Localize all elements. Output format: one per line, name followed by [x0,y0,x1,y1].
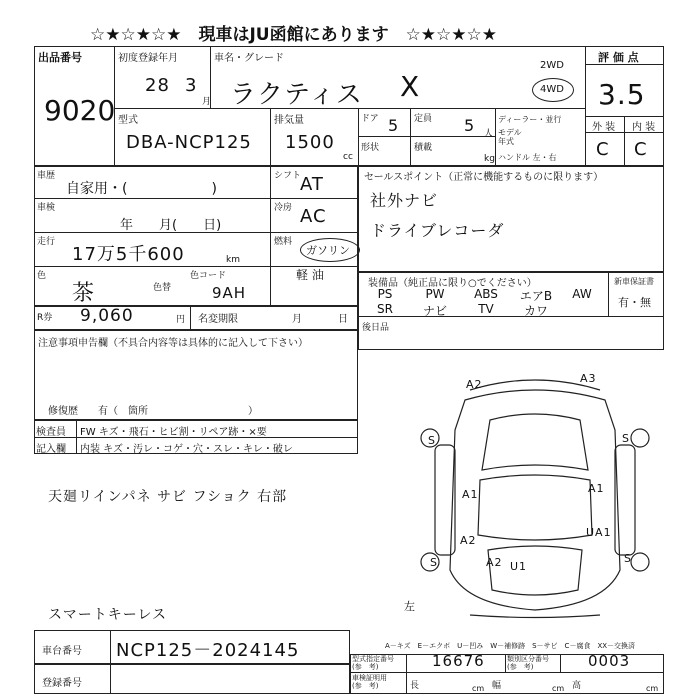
name-change-month: 月 [292,314,302,325]
inspector-row-2: 内装 キズ・汚レ・コゲ・穴・スレ・キレ・破レ [80,444,293,455]
equipment-item: TV [478,302,494,316]
fuel-label: 燃料 [274,237,293,247]
registration-month: 3 [185,75,198,96]
diagram-mark: A1 [462,488,479,501]
cert-width: 幅 [492,681,502,691]
car-label: 車名・グレード [214,53,284,64]
chassis-value: NCP125－2024145 [116,640,300,661]
rating-score: 3.5 [598,78,646,111]
car-grade: X [400,70,421,103]
damage-legend: A－キズ E－エクボ U－凹み W－補修跡 S－サビ C－腐食 XX－交換済 [385,642,636,650]
hand-note-2: スマートキーレス [48,607,168,623]
load-label: 積載 [414,143,433,153]
car-name: ラクティス [230,80,363,110]
diagram-mark: A2 [486,556,503,569]
shift-label: シフト [274,171,302,181]
sales-point-label: セールスポイント（正常に機能するものに限ります） [364,172,604,183]
displacement-value: 1500 [285,132,335,153]
cert-width-unit: cm [552,684,565,693]
color-code: 9AH [212,284,247,302]
ac-value: AC [300,206,327,227]
capacity-value: 5 [464,116,476,135]
category-value: 0003 [588,652,631,670]
mileage-value: 17万5千600 [72,244,185,265]
banner: ☆★☆★☆★ 現車はJU函館にあります ☆★☆★☆★ [90,25,498,45]
diagram-mark: U1 [510,560,528,573]
category-label: 類別区分番号 (参 考) [507,655,549,671]
ac-label: 冷房 [274,203,293,213]
equipment-item: PW [425,287,445,301]
plate-label: 登録番号 [42,678,82,689]
repair-history: 修復歴 有（ 箇所 ） [48,406,258,417]
history-label: 車歴 [37,171,56,181]
color-label: 色 [37,271,47,281]
sales-point-line-1: 社外ナビ [370,191,439,210]
cert-length: 長 [410,681,420,691]
load-unit: kg [484,154,495,164]
model-year-label: モデル 年式 [498,128,522,146]
diagram-mark: S [428,434,436,447]
color-swap-label: 色替 [153,283,172,293]
model-value: DBA-NCP125 [126,132,252,153]
registration-label: 初度登録年月 [118,53,178,64]
equipment-item: ABS [474,287,498,301]
inspection-label: 車検 [37,203,56,213]
inspection-value: 年 月( 日) [120,218,222,233]
type-designation-label: 型式指定番号 (参 考) [352,655,394,671]
displacement-label: 排気量 [274,115,304,126]
fuel-alt: 軽 油 [296,268,324,282]
equipment-item: エアB [519,289,553,303]
color-code-label: 色コード [190,271,227,281]
mileage-unit: km [226,255,240,265]
drive-4wd: 4WD [540,84,564,95]
diagram-mark: A1 [588,482,605,495]
diagram-mark: A2 [460,534,477,547]
lot-number: 9020 [44,94,116,127]
type-designation-value: 16676 [432,652,485,670]
handle-label: ハンドル 左・右 [498,153,557,162]
hand-note-1: 天廻リインパネ サビ フショク 右部 [48,489,288,505]
capacity-label: 定員 [414,114,433,124]
diagram-mark: 左 [404,600,416,613]
capacity-unit: 人 [484,129,494,139]
lot-label: 出品番号 [38,51,82,64]
warranty-label: 新車保証書 [614,277,654,286]
cert-height-unit: cm [646,684,659,693]
equipment-item: AW [572,287,592,301]
notes-label: 注意事項申告欄（不具合内容等は具体的に記入して下さい） [38,338,308,349]
sales-point-line-2: ドライブレコーダ [370,221,505,240]
rating-label: 評 価 点 [598,51,639,64]
equipment-item: SR [377,302,393,316]
registration-month-unit: 月 [202,97,212,107]
mileage-label: 走行 [37,237,56,247]
model-label: 型式 [118,115,138,126]
exterior-score: C [596,139,610,160]
recycle-unit: 円 [176,315,186,325]
displacement-unit: cc [343,152,353,162]
diagram-mark: S [624,552,632,565]
diagram-mark: S [622,432,630,445]
recycle-label: R券 [37,313,53,323]
name-change-day: 日 [338,314,348,325]
record-label: 記入欄 [36,444,66,455]
warranty-value: 有・無 [618,296,651,309]
cert-height: 高 [572,681,582,691]
recycle-value: 9,060 [80,306,134,326]
shape-label: 形状 [361,143,380,153]
equipment-label: 装備品（純正品に限り○でください） [368,278,537,289]
interior-label: 内 装 [632,122,656,133]
chassis-label: 車台番号 [42,646,82,657]
equipment-item: PS [377,287,393,301]
diagram-mark: UA1 [586,526,612,539]
fuel-value: ガソリン [306,244,350,257]
doors-value: 5 [388,116,400,135]
diagram-mark: A2 [466,378,483,391]
history-value: 自家用・( ) [66,181,217,197]
car-damage-diagram [410,370,660,620]
shift-value: AT [300,174,324,195]
registration-year: 28 [145,75,170,96]
equipment-item: ナビ [422,304,447,318]
color-value: 茶 [72,281,96,306]
equipment-item: カワ [523,304,548,318]
inspector-label: 検査員 [36,427,66,438]
diagram-mark: S [430,556,438,569]
diagram-mark: A3 [580,372,597,385]
drive-2wd: 2WD [540,60,564,71]
inspector-row-1: FW キズ・飛石・ヒビ割・リペア跡・×要 [80,427,267,438]
later-docs-label: 後日品 [362,323,390,333]
doors-label: ドア [361,114,379,124]
interior-score: C [634,139,648,160]
cert-length-unit: cm [472,684,485,693]
name-change-label: 名変期限 [198,314,238,325]
dealer-label: ディーラー・並行 [498,115,562,124]
cert-label: 車検証明用 (参 考) [352,674,387,690]
exterior-label: 外 装 [592,122,616,133]
